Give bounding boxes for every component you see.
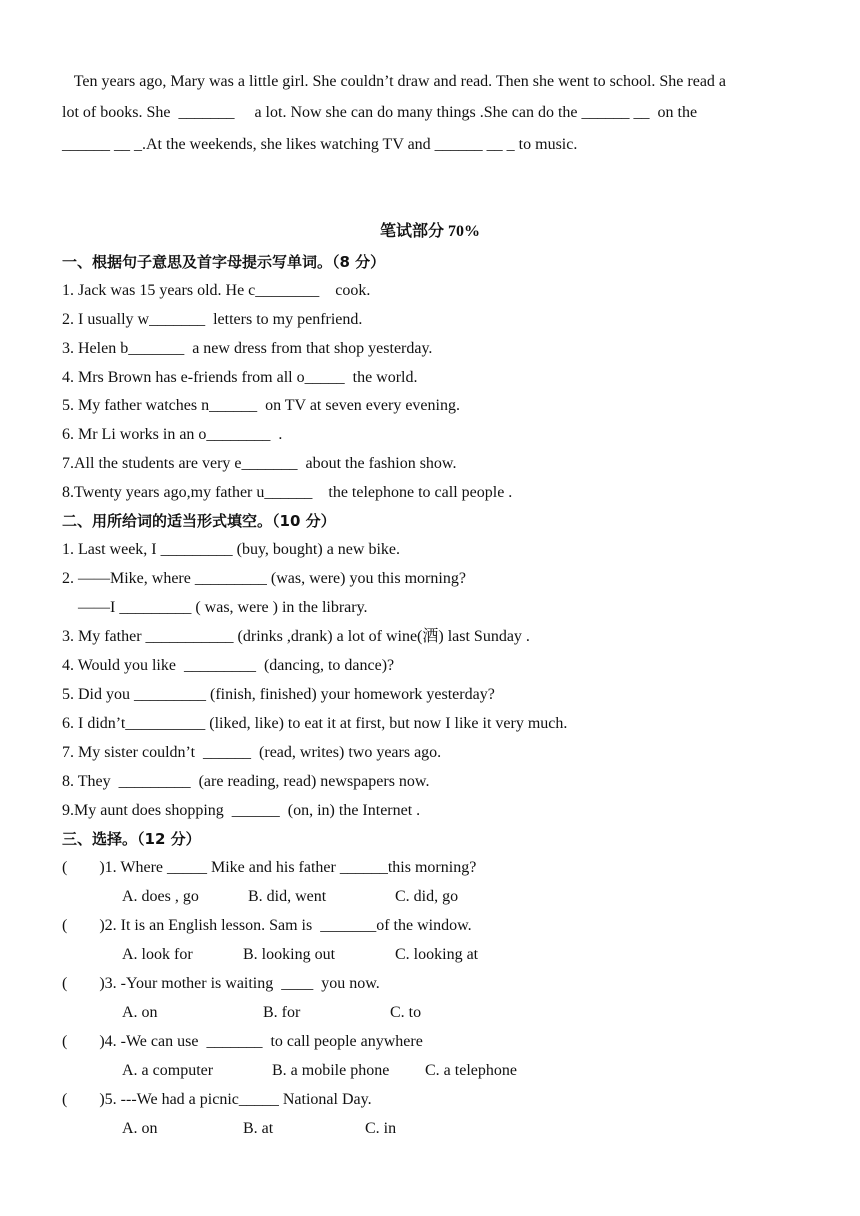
section2-item: 6. I didn’t__________ (liked, like) to eat it at first, but now I like it very much. — [62, 715, 568, 732]
option-a: A. on — [122, 1120, 158, 1137]
section3-heading: 三、选择。（12 分） — [62, 830, 201, 848]
section2-item: ——I _________ ( was, were ) in the library. — [78, 599, 368, 616]
question-stem: ( )4. -We can use _______ to call people anywhere — [62, 1033, 423, 1050]
question-stem: ( )5. ---We had a picnic_____ National Day. — [62, 1091, 372, 1108]
question-stem: ( )1. Where _____ Mike and his father ______this morning? — [62, 859, 477, 876]
section2-item: 3. My father ___________ (drinks ,drank) a lot of wine(酒) last Sunday . — [62, 628, 530, 645]
option-b: B. for — [263, 1004, 301, 1021]
option-c: C. a telephone — [425, 1062, 517, 1079]
option-c: C. in — [365, 1120, 397, 1137]
option-c: C. looking at — [395, 946, 479, 963]
section1-item: 3. Helen b_______ a new dress from that shop yesterday. — [62, 340, 433, 357]
option-b: B. at — [243, 1120, 274, 1137]
section2-item: 8. They _________ (are reading, read) newspapers now. — [62, 773, 430, 790]
section1-item: 4. Mrs Brown has e-friends from all o_____ the world. — [62, 369, 418, 386]
section1-item: 1. Jack was 15 years old. He c________ cook. — [62, 282, 371, 299]
option-b: B. a mobile phone — [272, 1062, 390, 1079]
section2-item: 5. Did you _________ (finish, finished) your homework yesterday? — [62, 686, 495, 703]
section2-item: 4. Would you like _________ (dancing, to dance)? — [62, 657, 395, 674]
option-a: A. does , go — [122, 888, 199, 905]
section2-item: 7. My sister couldn’t ______ (read, writes) two years ago. — [62, 744, 442, 761]
section2-item: 2. ——Mike, where _________ (was, were) you this morning? — [62, 570, 466, 587]
question-stem: ( )2. It is an English lesson. Sam is _______of the window. — [62, 917, 472, 934]
question-stem: ( )3. -Your mother is waiting ____ you now. — [62, 975, 380, 992]
option-b: B. did, went — [248, 888, 327, 905]
passage-line-1: Ten years ago, Mary was a little girl. She couldn’t draw and read. Then she went to school. She read a — [70, 73, 727, 90]
section1-item: 6. Mr Li works in an o________ . — [62, 426, 283, 443]
passage-line-3: ______ __ _.At the weekends, she likes watching TV and ______ __ _ to music. — [62, 136, 578, 153]
option-c: C. did, go — [395, 888, 459, 905]
section1-item: 5. My father watches n______ on TV at seven every evening. — [62, 397, 460, 414]
option-b: B. looking out — [243, 946, 336, 963]
section2-item: 1. Last week, I _________ (buy, bought) a new bike. — [62, 541, 400, 558]
section2-heading: 二、用所给词的适当形式填空。（10 分） — [62, 512, 336, 530]
written-section-title: 笔试部分 70% — [379, 223, 480, 240]
section1-item: 8.Twenty years ago,my father u______ the telephone to call people . — [62, 484, 513, 501]
section1-heading: 一、根据句子意思及首字母提示写单词。（8 分） — [62, 253, 386, 271]
option-c: C. to — [390, 1004, 422, 1021]
option-a: A. on — [122, 1004, 158, 1021]
option-a: A. a computer — [122, 1062, 214, 1079]
option-a: A. look for — [122, 946, 193, 963]
passage-line-2: lot of books. She _______ a lot. Now she can do many things .She can do the ______ __ on the — [62, 104, 698, 121]
section1-item: 7.All the students are very e_______ about the fashion show. — [62, 455, 457, 472]
section2-item: 9.My aunt does shopping ______ (on, in) the Internet . — [62, 802, 421, 819]
section1-item: 2. I usually w_______ letters to my penfriend. — [62, 311, 363, 328]
